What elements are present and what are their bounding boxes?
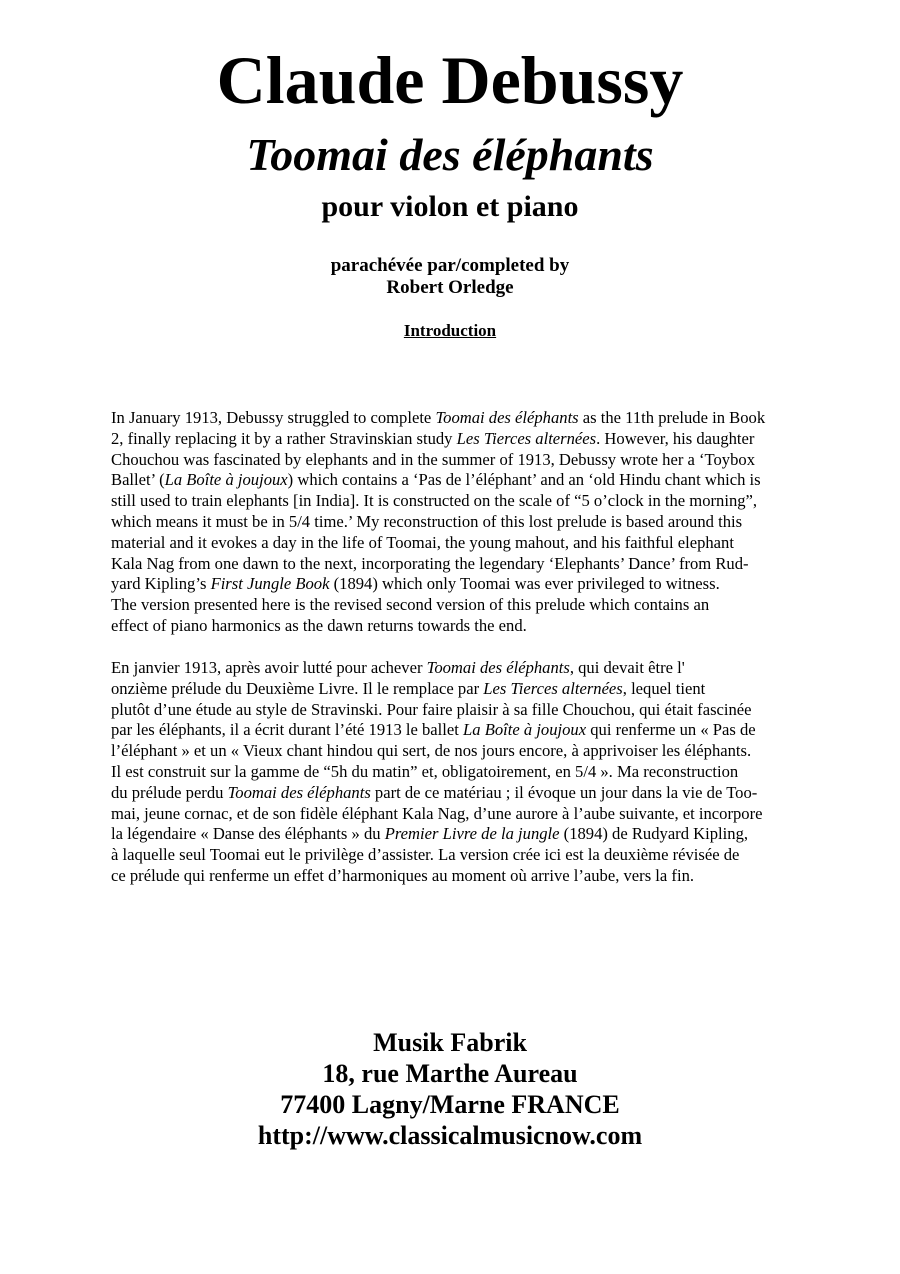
italic-title: La Boîte à joujoux [164, 470, 288, 490]
publisher-city: 77400 Lagny/Marne FRANCE [280, 1090, 620, 1119]
text-line [111, 804, 831, 825]
text-run: . However, his daughter [596, 428, 755, 448]
text-line [111, 762, 831, 783]
text-line [111, 470, 831, 491]
italic-title: Toomai des éléphants [435, 408, 579, 427]
text-line [111, 845, 831, 866]
text-run: which means it must be in 5/4 time.’ My reconstruction of this lost prelude is based around this [111, 511, 743, 531]
text-run: Ballet’ ( [111, 470, 165, 490]
text-line [111, 720, 831, 741]
text-run: En janvier 1913, après avoir lutté pour achever [111, 658, 427, 677]
italic-title: Les Tierces alternées [456, 428, 597, 448]
credit-block [0, 255, 900, 299]
text-line [111, 408, 831, 429]
text-run: Il est construit sur la gamme de “5h du matin” et, obligatoirement, en 5/4 ». Ma reconstruction [111, 761, 739, 781]
italic-title: Toomai des éléphants [426, 658, 570, 677]
arranger-name: Robert Orledge [386, 277, 514, 298]
text-run: ce prélude qui renferme un effet d’harmoniques au moment où arrive l’aube, vers la fin. [111, 865, 695, 885]
text-line [111, 574, 831, 595]
french-paragraph [111, 658, 831, 887]
text-run: The version presented here is the revised second version of this prelude which contains an [111, 595, 710, 615]
text-line [111, 658, 831, 679]
publisher-name: Musik Fabrik [373, 1028, 527, 1057]
text-run: as the 11th prelude in Book [578, 408, 766, 427]
composer-name: Claude Debussy [216, 42, 684, 118]
text-run: du prélude perdu [111, 782, 228, 802]
text-line [111, 450, 831, 471]
italic-title: First Jungle Book [210, 574, 330, 594]
text-run: still used to train elephants [in India]. It is constructed on the scale of “5 o’clock in the morning”, [111, 491, 758, 511]
text-line [111, 491, 831, 512]
text-run: (1894) de Rudyard Kipling, [559, 824, 749, 844]
text-run: 2, finally replacing it by a rather Stravinskian study [111, 428, 457, 448]
scoring-line: pour violon et piano [321, 190, 579, 223]
text-line [111, 429, 831, 450]
text-run: Chouchou was fascinated by elephants and in the summer of 1913, Debussy wrote her a ‘Toybox [111, 449, 755, 469]
text-run: effect of piano harmonics as the dawn returns towards the end. [111, 615, 527, 635]
publisher-url[interactable]: http://www.classicalmusicnow.com [257, 1121, 643, 1150]
text-run: qui renferme un « Pas de [586, 720, 756, 740]
text-run: yard Kipling’s [111, 574, 211, 594]
text-run: part de ce matériau ; il évoque un jour dans la vie de Too- [370, 782, 758, 802]
introduction-heading: Introduction [403, 321, 497, 340]
text-run: In January 1913, Debussy struggled to complete [111, 408, 436, 427]
text-run: par les éléphants, il a écrit durant l’été 1913 le ballet [111, 720, 464, 740]
section-heading [0, 320, 900, 342]
italic-title: Toomai des éléphants [227, 782, 371, 802]
work-title: Toomai des éléphants [246, 129, 654, 180]
text-line [111, 616, 831, 637]
text-run: mai, jeune cornac, et de son fidèle éléphant Kala Nag, d’une aurore à l’aube suivante, et incorpore [111, 803, 763, 823]
text-line [111, 783, 831, 804]
text-line [111, 679, 831, 700]
text-line [111, 700, 831, 721]
italic-title: Les Tierces alternées [483, 678, 623, 698]
text-run: l’éléphant » et un « Vieux chant hindou qui sert, de nos jours encore, à apprivoiser les éléphants. [111, 741, 752, 761]
text-line [111, 866, 831, 887]
text-run: , lequel tient [622, 678, 706, 698]
publisher-street: 18, rue Marthe Aureau [322, 1059, 578, 1088]
text-line [111, 512, 831, 533]
publisher-block [0, 1027, 900, 1151]
text-line [111, 595, 831, 616]
text-run: la légendaire « Danse des éléphants » du [111, 824, 385, 844]
text-run: material and it evokes a day in the life of Toomai, the young mahout, and his faithful elephant [111, 532, 734, 552]
text-run: ) which contains a ‘Pas de l’éléphant’ and an ‘old Hindu chant which is [287, 470, 761, 490]
italic-title: La Boîte à joujoux [463, 720, 587, 740]
text-run: , qui devait être l' [569, 658, 685, 677]
english-paragraph [111, 408, 831, 637]
text-run: à laquelle seul Toomai eut le privilège d’assister. La version crée ici est la deuxième révisée de [111, 845, 740, 865]
text-run: onzième prélude du Deuxième Livre. Il le remplace par [111, 678, 484, 698]
text-line [111, 824, 831, 845]
text-line [111, 554, 831, 575]
credit-line: parachévée par/completed by [330, 255, 570, 276]
text-line [111, 741, 831, 762]
italic-title: Premier Livre de la jungle [384, 824, 560, 844]
text-run: (1894) which only Toomai was ever privileged to witness. [329, 574, 720, 594]
text-run: plutôt d’une étude au style de Stravinski. Pour faire plaisir à sa fille Chouchou, qui était fascinée [111, 699, 752, 719]
text-line [111, 533, 831, 554]
text-run: Kala Nag from one dawn to the next, incorporating the legendary ‘Elephants’ Dance’ from Rud- [111, 553, 749, 573]
